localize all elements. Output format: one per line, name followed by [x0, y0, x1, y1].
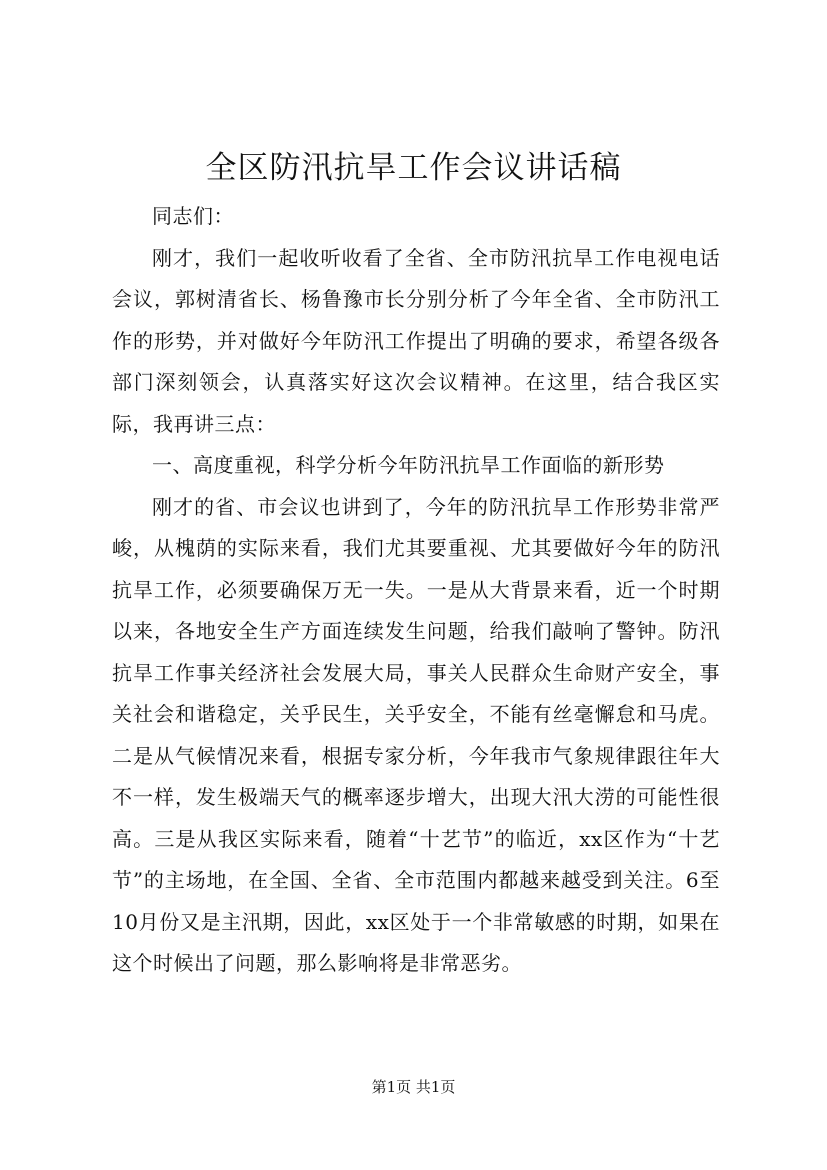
salutation-paragraph: 同志们：	[152, 204, 234, 228]
document-body	[112, 196, 720, 985]
section-paragraph: 刚才的省、市会议也讲到了，今年的防汛抗旱工作形势非常严峻，从槐荫的实际来看，我们尤其要重视、尤其要做好今年的防汛抗旱工作，必须要确保万无一失。一是从大背景来看，近一个时期以来，各地安全生产方面连续发生问题，给我们敲响了警钟。防汛抗旱工作事关经济社会发展大局，事关人民群众生命财产安全，事关社会和谐稳定，关乎民生，关乎安全，不能有丝毫懈怠和马虎。二是从气候情况来看，根据专家分析，今年我市气象规律跟往年大不一样，发生极端天气的概率逐步增大，出现大汛大涝的可能性很高。三是从我区实际来看，随着“十艺节”的临近，xx区作为“十艺节”的主场地，在全国、全省、全市范围内都越来越受到关注。6至10月份又是主汛期，因此，xx区处于一个非常敏感的时期，如果在这个时候出了问题，那么影响将是非常恶劣。	[112, 494, 720, 975]
document-title: 全区防汛抗旱工作会议讲话稿	[205, 150, 622, 186]
intro-paragraph: 刚才，我们一起收听收看了全省、全市防汛抗旱工作电视电话会议，郭树清省长、杨鲁豫市长分别分析了今年全省、全市防汛工作的形势，并对做好今年防汛工作提出了明确的要求，希望各级各部门深刻领会，认真落实好这次会议精神。在这里，结合我区实际，我再讲三点：	[112, 245, 720, 436]
section-heading: 一、高度重视，科学分析今年防汛抗旱工作面临的新形势	[152, 453, 665, 477]
page-footer: 第1页 共1页	[371, 1078, 456, 1096]
